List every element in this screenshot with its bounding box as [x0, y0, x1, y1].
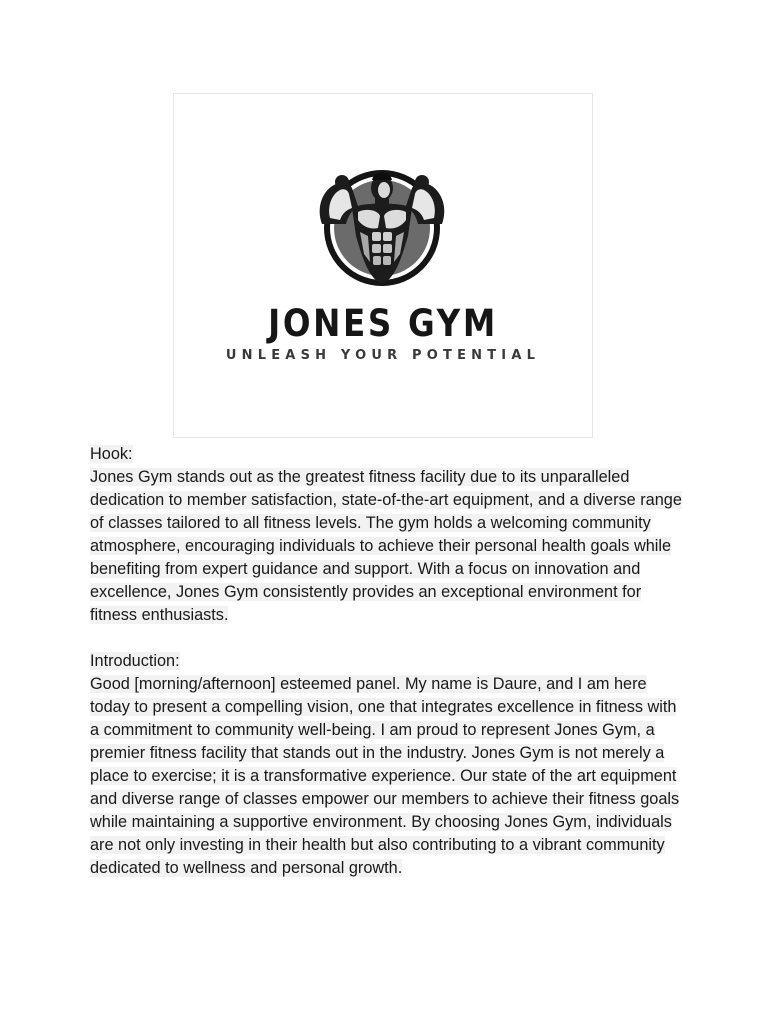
introduction-heading-text: Introduction: [90, 652, 180, 670]
hook-heading-text: Hook: [90, 445, 133, 463]
flexing-bodybuilder-icon [312, 166, 452, 291]
paragraph-gap [90, 627, 690, 650]
logo-card [173, 93, 593, 438]
introduction-body-text: Good [morning/afternoon] esteemed panel. My name is Daure, and I am here today to present a compelling vision, one that integrates excellence in fitness with a commitment to community well-being. I am proud to represent Jones Gym, a premier fitness facility that stands out in the industry. Jones Gym is not merely a place to exercise; it is a transformative experience. Our state of the art equipment and diverse range of classes empower our members to achieve their fitness goals while maintaining a supportive environment. By choosing Jones Gym, individuals are not only investing in their health but also contributing to a vibrant community dedicated to wellness and personal growth. [90, 675, 680, 877]
hook-heading [90, 443, 690, 466]
logo-tagline: UNLEASH YOUR POTENTIAL [225, 348, 541, 363]
logo-title: JONES GYM [268, 302, 498, 345]
introduction-heading [90, 650, 690, 673]
hook-paragraph [90, 466, 690, 627]
document-body [90, 443, 690, 880]
hook-body-text: Jones Gym stands out as the greatest fitness facility due to its unparalleled dedication to member satisfaction, state-of-the-art equipment, and a diverse range of classes tailored to all fitness levels. The gym holds a welcoming community atmosphere, encouraging individuals to achieve their personal health goals while benefiting from expert guidance and support. With a focus on innovation and excellence, Jones Gym consistently provides an exceptional environment for fitness enthusiasts. [90, 468, 682, 624]
introduction-paragraph [90, 673, 690, 880]
